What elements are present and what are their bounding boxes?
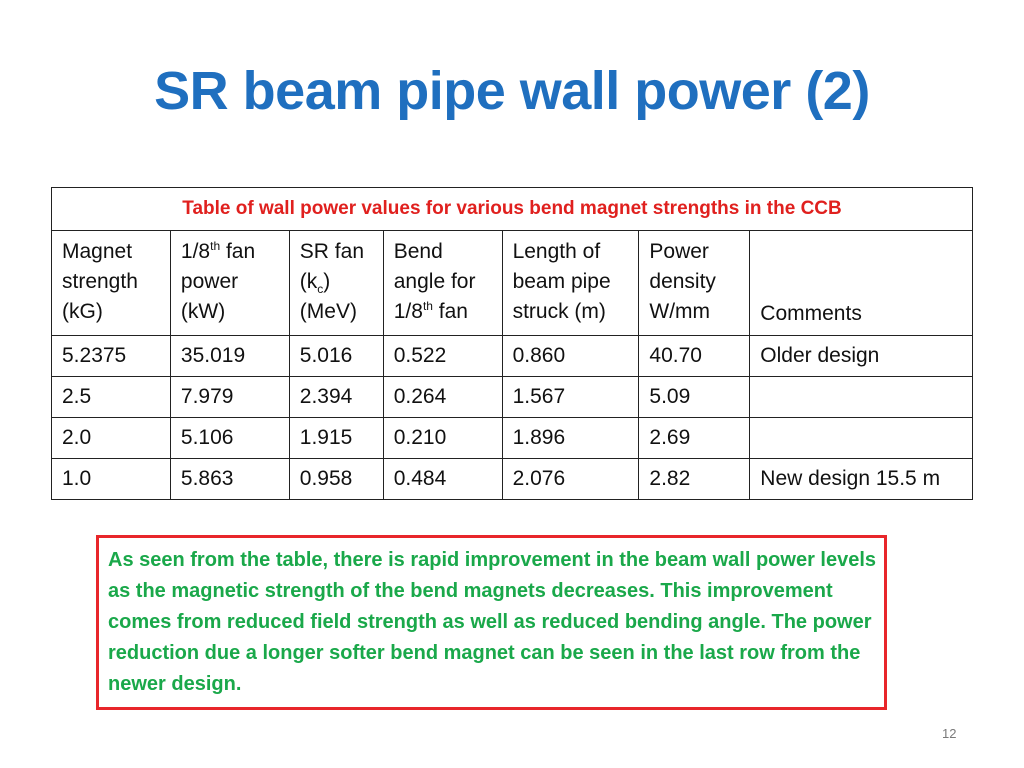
header-power-density: Power density W/mm	[639, 231, 750, 336]
header-magnet-strength: Magnet strength (kG)	[52, 231, 171, 336]
cell-sr-fan: 1.915	[289, 418, 383, 459]
cell-power-density: 2.82	[639, 459, 750, 500]
slide-title: SR beam pipe wall power (2)	[154, 61, 870, 121]
cell-magnet-strength: 2.5	[52, 377, 171, 418]
cell-fan-power: 5.863	[170, 459, 289, 500]
header-sr-fan: SR fan $(k_c)$ (MeV)	[289, 231, 383, 336]
cell-fan-power: 35.019	[170, 336, 289, 377]
cell-length: 1.896	[502, 418, 639, 459]
cell-bend-angle: 0.522	[383, 336, 502, 377]
summary-note-text: As seen from the table, there is rapid improvement in the beam wall power levels as the magnetic strength of the bend magnets decreases. This improvement comes from reduced field strength as well as reduced bending angle. The power reduction due a longer softer bend magnet can be seen in the last row from the newer design.	[108, 549, 877, 695]
header-fan-power: 1/8th fan power (kW)	[170, 231, 289, 336]
cell-comments: Older design	[750, 336, 973, 377]
cell-fan-power: 7.979	[170, 377, 289, 418]
cell-power-density: 5.09	[639, 377, 750, 418]
cell-fan-power: 5.106	[170, 418, 289, 459]
cell-magnet-strength: 1.0	[52, 459, 171, 500]
cell-bend-angle: 0.264	[383, 377, 502, 418]
cell-sr-fan: 0.958	[289, 459, 383, 500]
cell-sr-fan: 5.016	[289, 336, 383, 377]
cell-length: 1.567	[502, 377, 639, 418]
header-bend-angle: Bend angle for 1/8th fan	[383, 231, 502, 336]
table-row	[52, 336, 973, 377]
wall-power-table	[51, 187, 973, 500]
cell-length: 2.076	[502, 459, 639, 500]
table-row	[52, 377, 973, 418]
table-row	[52, 418, 973, 459]
cell-magnet-strength: 5.2375	[52, 336, 171, 377]
cell-power-density: 2.69	[639, 418, 750, 459]
cell-magnet-strength: 2.0	[52, 418, 171, 459]
page-number: 12	[942, 726, 957, 741]
cell-comments	[750, 377, 973, 418]
cell-sr-fan: 2.394	[289, 377, 383, 418]
summary-note-box	[96, 535, 887, 710]
table-header-row	[52, 231, 973, 336]
table-row	[52, 459, 973, 500]
cell-bend-angle: 0.210	[383, 418, 502, 459]
cell-power-density: 40.70	[639, 336, 750, 377]
cell-bend-angle: 0.484	[383, 459, 502, 500]
cell-length: 0.860	[502, 336, 639, 377]
cell-comments	[750, 418, 973, 459]
header-comments: Comments	[750, 231, 973, 336]
header-length-beam-pipe: Length of beam pipe struck (m)	[502, 231, 639, 336]
cell-comments: New design 15.5 m	[750, 459, 973, 500]
table-caption: Table of wall power values for various bend magnet strengths in the CCB	[52, 188, 973, 231]
